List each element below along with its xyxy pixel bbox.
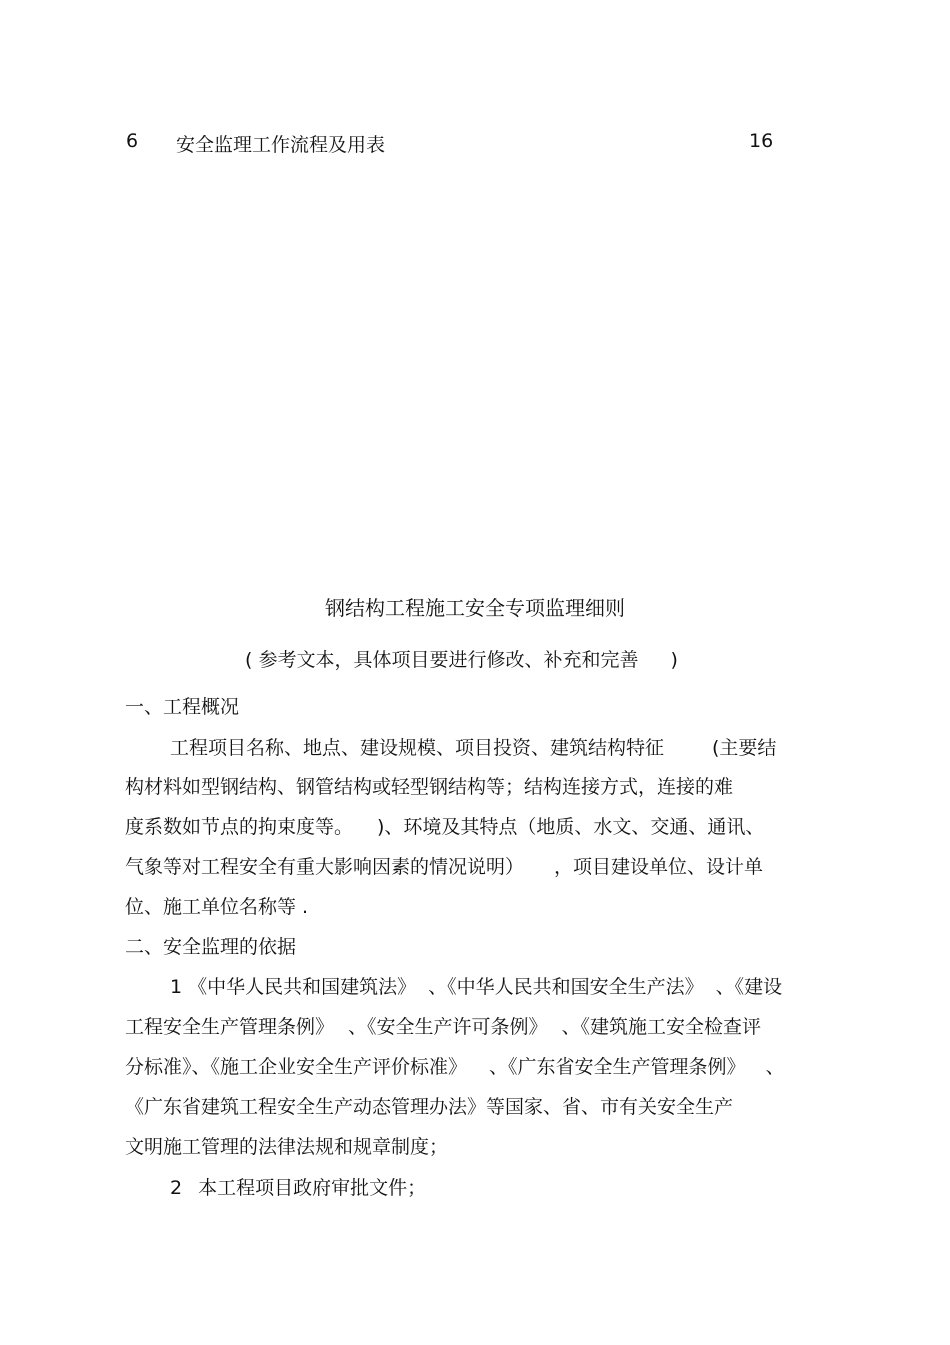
section1-line3-text: 度系数如节点的拘束度等。	[125, 816, 354, 838]
subtitle-close-paren: )	[670, 649, 678, 671]
toc-title: 安全监理工作流程及用表	[176, 134, 386, 156]
document-title: 钢结构工程施工安全专项监理细则	[325, 596, 625, 620]
section1-line1	[170, 733, 776, 760]
section1-line1-text: 工程项目名称、地点、建设规模、项目投资、建筑结构特征	[170, 737, 665, 759]
section2-heading: 二、安全监理的依据	[125, 936, 297, 958]
section2-item1-line4: 《广东省建筑工程安全生产动态管理办法》等国家、省、市有关安全生产	[125, 1096, 734, 1118]
section1-line4-rest: ，项目建设单位、设计单	[554, 856, 764, 878]
item2-text: 本工程项目政府审批文件；	[198, 1177, 427, 1199]
toc-page-number: 16	[749, 130, 774, 152]
law-separator: 、	[765, 1056, 785, 1078]
law-3-end: 工程安全生产管理条例》	[125, 1016, 335, 1038]
section1-line4-text: 气象等对工程安全有重大影响因素的情况说明）	[125, 856, 525, 878]
section1-line4	[125, 852, 763, 879]
section2-item1-line5: 文明施工管理的法律法规和规章制度；	[125, 1136, 449, 1158]
document-subtitle	[245, 645, 678, 672]
section2-item1-line2	[125, 1012, 761, 1039]
toc-number: 6	[126, 130, 139, 152]
law-1: 1 《中华人民共和国建筑法》	[170, 976, 417, 998]
section1-line3	[125, 812, 764, 839]
section2-item2	[170, 1173, 426, 1200]
law-2: 、《中华人民共和国安全生产法》	[428, 976, 704, 998]
section1-line5: 位、施工单位名称等 .	[125, 896, 309, 918]
law-4: 、《安全生产许可条例》	[348, 1016, 548, 1038]
section1-heading: 一、工程概况	[125, 696, 240, 718]
section1-line2: 构材料如型钢结构、钢管结构或轻型钢结构等；结构连接方式，连接的难	[125, 776, 734, 798]
section2-item1-line1	[170, 972, 782, 999]
item2-number: 2	[170, 1177, 183, 1199]
law-3-start: 、《建设	[715, 976, 783, 998]
section1-line1-paren: (主要结	[712, 737, 777, 759]
law-7: 、《广东省安全生产管理条例》	[489, 1056, 746, 1078]
law-5-6: 分标准》、《施工企业安全生产评价标准》	[125, 1056, 468, 1078]
subtitle-text: ( 参考文本，具体项目要进行修改、补充和完善	[245, 649, 639, 671]
section2-item1-line3	[125, 1052, 785, 1079]
law-5-start: 、《建筑施工安全检查评	[561, 1016, 762, 1038]
section1-line3-rest: )、环境及其特点（地质、水文、交通、通讯、	[377, 816, 765, 838]
